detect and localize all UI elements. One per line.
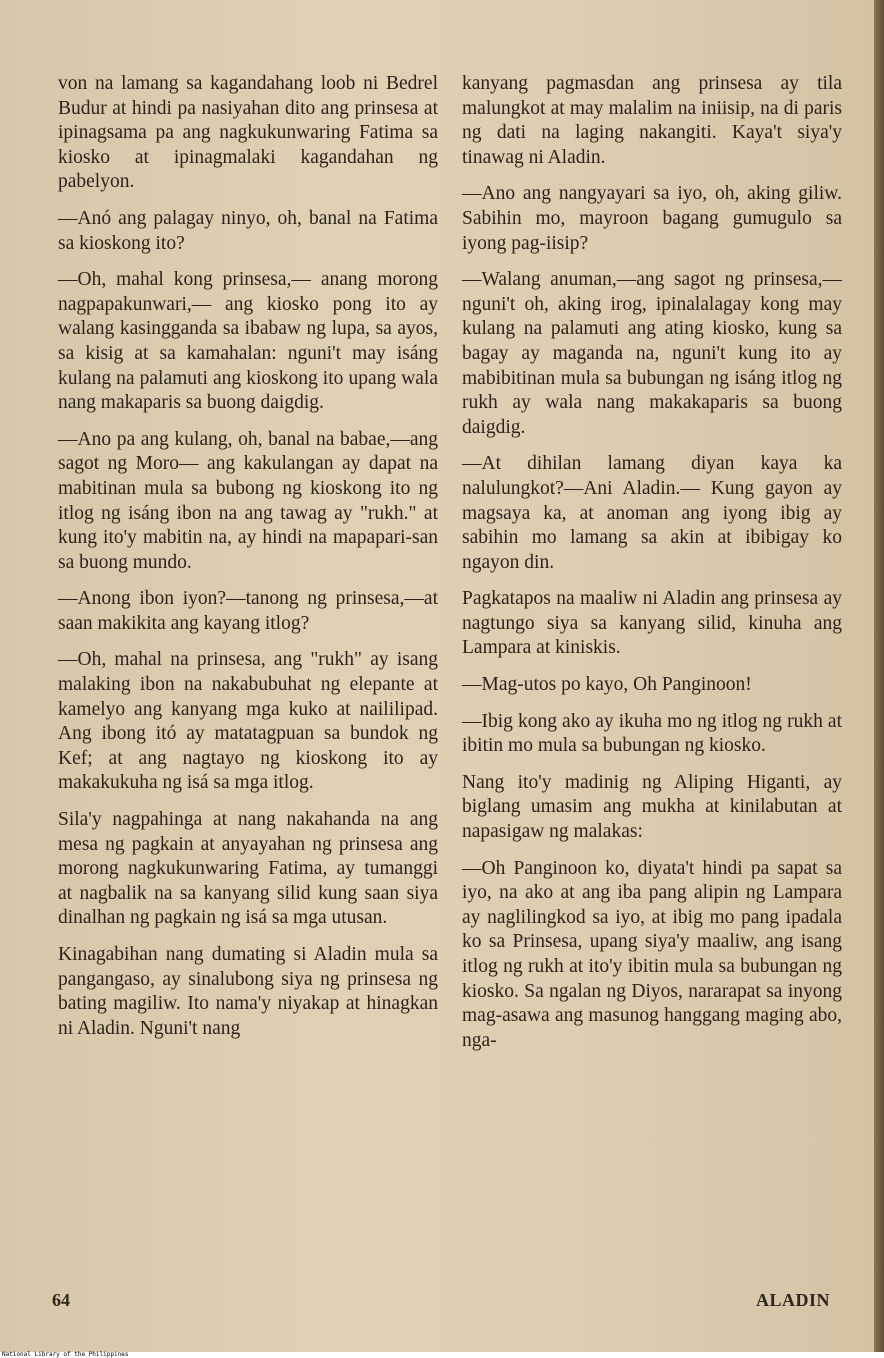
page-number: 64	[52, 1290, 70, 1310]
paragraph: —Ano pa ang kulang, oh, banal na babae,—ang sagot ng Moro— ang kakulangan ay dapat na mabitinan mula sa bubong ng kioskong ito ng itlog ng isáng ibon na ang tawag ay "rukh." at kung ito'y mabitin na, ay hindi na mapapari-san sa buong mundo.	[58, 428, 438, 573]
paragraph: —Oh Panginoon ko, diyata't hindi pa sapat sa iyo, na ako at ang iba pang alipin ng Lampara ay naglilingkod sa iyo, at ibig mo pang ipadala ko sa Prinsesa, upang siya'y maaliw, ang isang itlog ng rukh at ito'y ibitin mula sa bubungan ng kiosko. Sa ngalan ng Diyos, nararapat sa inyong mag-asawa ang masunog hanggang maging abo, nga-	[462, 857, 842, 1051]
footer-credit: National Library of the Philippines	[0, 1352, 884, 1358]
paragraph: Kinagabihan nang dumating si Aladin mula sa pangangaso, ay sinalubong siya ng prinsesa ng bating magiliw. Ito nama'y niyakap at hinagkan ni Aladin. Nguni't nang	[58, 944, 438, 1039]
paragraph: von na lamang sa kagandahang loob ni Bedrel Budur at hindi pa nasiyahan dito ang prinsesa at ipinagsama pa ang nagkukunwaring Fatima sa kiosko at ipinagmalaki kagandahan ng pabelyon.	[58, 73, 438, 193]
left-column	[58, 72, 438, 1053]
running-title: ALADIN	[756, 1290, 831, 1310]
paragraph: Pagkatapos na maaliw ni Aladin ang prinsesa ay nagtungo siya sa kanyang silid, kinuha ang Lampara at kiniskis.	[462, 588, 842, 659]
right-column	[462, 72, 842, 1065]
paragraph: —Walang anuman,—ang sagot ng prinsesa,—nguni't oh, aking irog, ipinalalagay kong may kulang na palamuti ang ating kiosko, kung sa bagay ay maganda na, nguni't kung ito ay mabibitinan mula sa bubungan ng isáng itlog ng rukh ay wala nang makakaparis sa buong daigdig.	[462, 269, 842, 438]
paragraph: —Mag-utos po kayo, Oh Panginoon!	[462, 674, 752, 696]
paragraph: —Ibig kong ako ay ikuha mo ng itlog ng rukh at ibitin mo mula sa bubungan ng kiosko.	[462, 710, 842, 757]
paragraph: Nang ito'y madinig ng Aliping Higanti, ay biglang umasim ang mukha at kinilabutan at napasigaw ng malakas:	[462, 771, 842, 843]
paragraph: Sila'y nagpahinga at nang nakahanda na ang mesa ng pagkain at anyayahan ng prinsesa ang morong nagkukunwaring Fatima, ay tumanggi at nagbalik na sa kanyang silid kung saan siya dinalhan ng pagkain ng isá sa mga utusan.	[58, 809, 438, 929]
paragraph: —Anó ang palagay ninyo, oh, banal na Fatima sa kioskong ito?	[58, 207, 438, 254]
paragraph: —Oh, mahal kong prinsesa,— anang morong nagpapakunwari,— ang kiosko pong ito ay walang kasingganda sa ibabaw ng lupa, sa ayos, sa kisig at sa kamahalan: nguni't may isáng kulang na palamuti ang kioskong ito upang wala nang makaparis sa buong daigdig.	[58, 269, 438, 414]
paragraph: —Ano ang nangyayari sa iyo, oh, aking giliw. Sabihin mo, mayroon bagang gumugulo sa iyong pag-iisip?	[462, 183, 842, 254]
paragraph: kanyang pagmasdan ang prinsesa ay tila malungkot at may malalim na iniisip, na di paris ng dati na laging nakangiti. Kaya't siya'y tinawag ni Aladin.	[462, 73, 842, 168]
paragraph: —Anong ibon iyon?—tanong ng prinsesa,—at saan makikita ang kayang itlog?	[58, 588, 438, 634]
paragraph: —Oh, mahal na prinsesa, ang "rukh" ay isang malaking ibon na nakabubuhat ng elepante at kamelyo ang kanyang mga kuko at naililipad. Ang ibong itó ay matatagpuan sa bundok ng Kef; at ang nagtayo ng kioskong ito ay makakukuha ng isá sa mga itlog.	[58, 649, 438, 794]
paragraph: —At dihilan lamang diyan kaya ka nalulungkot?—Ani Aladin.— Kung gayon ay magsaya ka, at anoman ang iyong ibig ay sabihin mo lamang sa akin at ibibigay ko ngayon din.	[462, 453, 842, 573]
page-edge	[874, 0, 884, 1352]
